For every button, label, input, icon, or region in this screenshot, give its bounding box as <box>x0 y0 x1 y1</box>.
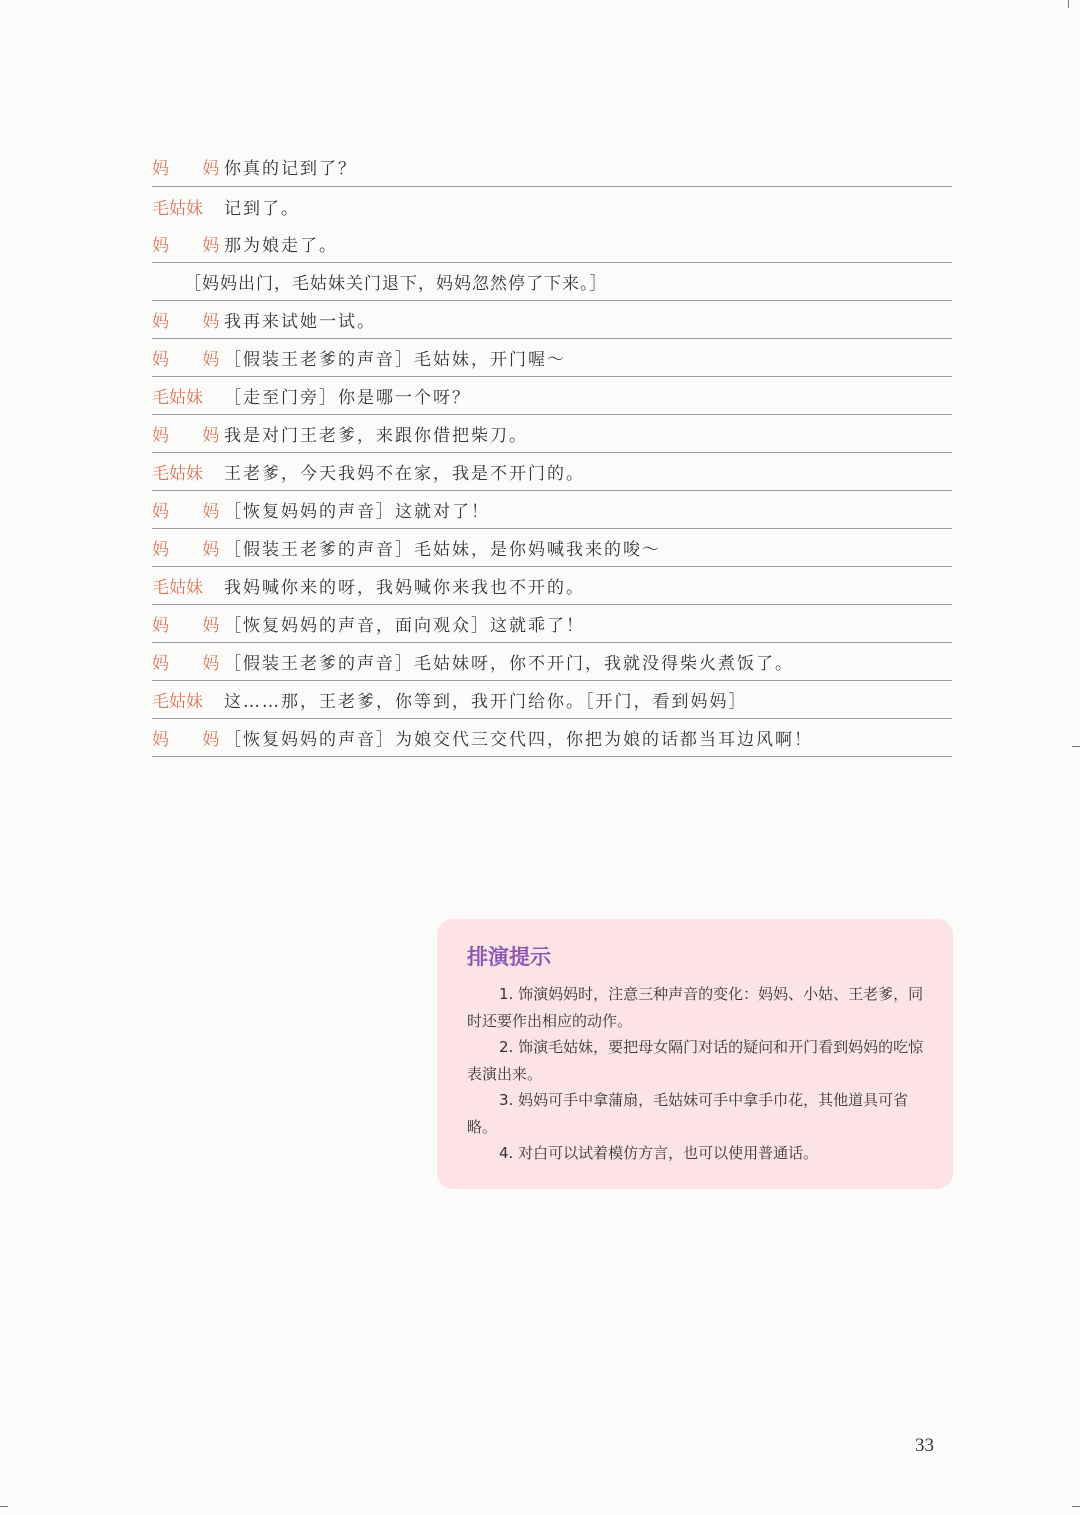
dialogue-text: 记到了。 <box>224 198 300 219</box>
crop-mark <box>1068 0 1069 8</box>
dialogue-text: 王老爹，今天我妈不在家，我是不开门的。 <box>224 464 585 484</box>
speaker-label: 毛姑妹 <box>152 464 203 484</box>
speaker-label: 妈 妈 <box>152 312 234 332</box>
script-dialogue <box>152 147 952 757</box>
speaker-label: 妈 妈 <box>152 730 234 750</box>
dialogue-text: ［恢复妈妈的声音，面向观众］这就乖了！ <box>224 616 585 636</box>
dialogue-row <box>152 339 952 377</box>
crop-mark <box>0 1506 8 1507</box>
dialogue-text: ［走至门旁］你是哪一个呀？ <box>224 388 471 408</box>
tip-item: 3. 妈妈可手中拿蒲扇，毛姑妹可手中拿手巾花，其他道具可省略。 <box>467 1091 909 1136</box>
stage-direction-row <box>152 263 952 301</box>
dialogue-row <box>152 301 952 339</box>
speaker-label: 妈 妈 <box>152 654 234 674</box>
dialogue-row <box>152 529 952 567</box>
tip-item: 4. 对白可以试着模仿方言，也可以使用普通话。 <box>499 1144 819 1162</box>
tips-title: 排演提示 <box>467 945 551 969</box>
speaker-label: 毛姑妹 <box>152 692 203 712</box>
dialogue-text: ［假装王老爹的声音］毛姑妹呀，你不开门，我就没得柴火煮饭了。 <box>224 654 794 674</box>
dialogue-row <box>152 567 952 605</box>
dialogue-row <box>152 681 952 719</box>
dialogue-row <box>152 377 952 415</box>
dialogue-text: 我是对门王老爹，来跟你借把柴刀。 <box>224 426 528 446</box>
dialogue-text: ［恢复妈妈的声音］这就对了！ <box>224 502 490 522</box>
speaker-label: 妈 妈 <box>152 540 234 560</box>
speaker-label: 毛姑妹 <box>152 388 203 408</box>
stage-direction: ［妈妈出门，毛姑妹关门退下，妈妈忽然停了下来。］ <box>184 274 608 294</box>
dialogue-text: 我再来试她一试。 <box>224 312 376 332</box>
speaker-label: 妈 妈 <box>152 426 234 446</box>
speaker-label: 毛姑妹 <box>152 578 203 598</box>
dialogue-text: ［恢复妈妈的声音］为娘交代三交代四，你把为娘的话都当耳边风啊！ <box>224 730 813 750</box>
dialogue-text: ［假装王老爹的声音］毛姑妹，开门喔～ <box>224 350 566 370</box>
crop-mark <box>1072 746 1080 747</box>
dialogue-row <box>152 186 952 225</box>
page-number: 33 <box>915 1435 934 1456</box>
tip-item: 2. 饰演毛姑妹，要把母女隔门对话的疑问和开门看到妈妈的吃惊表演出来。 <box>467 1038 924 1083</box>
dialogue-row <box>152 415 952 453</box>
dialogue-row <box>152 719 952 757</box>
speaker-label: 妈 妈 <box>152 159 234 179</box>
speaker-label: 妈 妈 <box>152 502 234 522</box>
tip-item: 1. 饰演妈妈时，注意三种声音的变化：妈妈、小姑、王老爹，同时还要作出相应的动作。 <box>467 985 924 1030</box>
speaker-label: 妈 妈 <box>152 616 234 636</box>
dialogue-text: 我妈喊你来的呀，我妈喊你来我也不开的。 <box>224 578 585 598</box>
rehearsal-tips-box <box>437 919 953 1189</box>
dialogue-text: ［假装王老爹的声音］毛姑妹，是你妈喊我来的唆～ <box>224 540 661 560</box>
dialogue-row <box>152 491 952 529</box>
speaker-label: 毛姑妹 <box>152 198 203 219</box>
dialogue-row <box>152 605 952 643</box>
speaker-label: 妈 妈 <box>152 236 234 256</box>
dialogue-row <box>152 453 952 491</box>
dialogue-row <box>152 147 952 186</box>
dialogue-text: 你真的记到了？ <box>224 159 357 179</box>
dialogue-text: 这……那，王老爹，你等到，我开门给你。［开门，看到妈妈］ <box>224 692 748 712</box>
speaker-label: 妈 妈 <box>152 350 234 370</box>
dialogue-text: 那为娘走了。 <box>224 236 338 256</box>
dialogue-row <box>152 643 952 681</box>
dialogue-row <box>152 225 952 263</box>
crop-mark <box>1072 1506 1080 1507</box>
